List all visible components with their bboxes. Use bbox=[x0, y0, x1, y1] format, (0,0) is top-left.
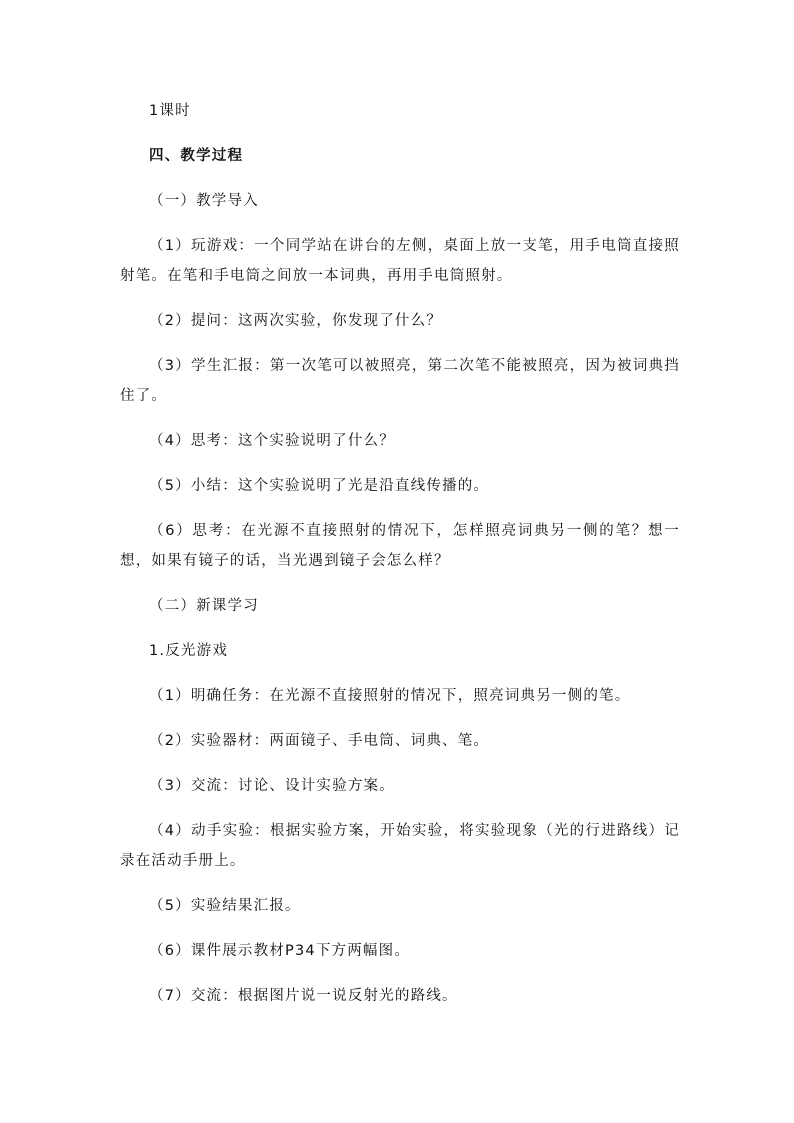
paragraph-intro-question: （2）提问：这两次实验，你发现了什么？ bbox=[149, 313, 443, 329]
paragraph-intro-game: （1）玩游戏：一个同学站在讲台的左侧，桌面上放一支笔，用手电筒直接照射笔。在笔和手电筒之间放一本词典，再用手电筒照射。 bbox=[120, 238, 680, 284]
paragraph-task: （1）明确任务：在光源不直接照射的情况下，照亮词典另一侧的笔。 bbox=[149, 688, 631, 704]
paragraph-materials: （2）实验器材：两面镜子、手电筒、词典、笔。 bbox=[149, 733, 490, 749]
subsection-heading-new-lesson: （二）新课学习 bbox=[149, 598, 259, 614]
paragraph-intro-think: （4）思考：这个实验说明了什么？ bbox=[149, 433, 395, 449]
section-heading-teaching-process: 四、教学过程 bbox=[149, 148, 244, 164]
paragraph-reflection-path: （7）交流：根据图片说一说反射光的路线。 bbox=[149, 988, 458, 1004]
paragraph-intro-summary: （5）小结：这个实验说明了光是沿直线传播的。 bbox=[149, 478, 490, 494]
paragraph-intro-report: （3）学生汇报：第一次笔可以被照亮，第二次笔不能被照亮，因为被词典挡住了。 bbox=[120, 358, 680, 404]
paragraph-experiment: （4）动手实验：根据实验方案，开始实验，将实验现象（光的行进路线）记录在活动手册上。 bbox=[120, 823, 680, 869]
paragraph-courseware: （6）课件展示教材P34下方两幅图。 bbox=[149, 943, 411, 959]
duration-text: 1课时 bbox=[149, 103, 191, 119]
paragraph-results: （5）实验结果汇报。 bbox=[149, 898, 301, 914]
paragraph-intro-think-mirror: （6）思考：在光源不直接照射的情况下，怎样照亮词典另一侧的笔？想一想，如果有镜子的话，当光遇到镜子会怎么样？ bbox=[120, 523, 680, 569]
activity-heading-reflection-game: 1.反光游戏 bbox=[149, 643, 229, 659]
document-body bbox=[120, 96, 680, 1011]
subsection-heading-intro: （一）教学导入 bbox=[149, 193, 259, 209]
paragraph-discussion: （3）交流：讨论、设计实验方案。 bbox=[149, 778, 395, 794]
